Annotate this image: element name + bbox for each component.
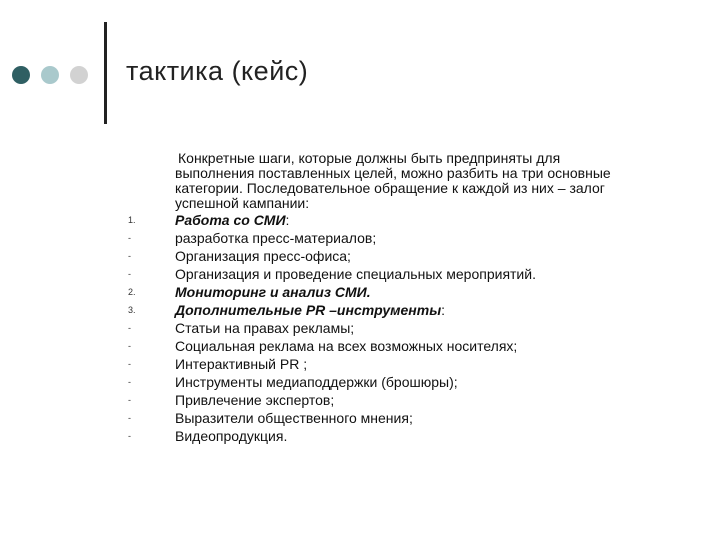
- list-item-text: [175, 301, 445, 319]
- tactics-list: [0, 211, 720, 445]
- list-item: [0, 265, 720, 283]
- list-item-text: Статьи на правах рекламы;: [175, 320, 355, 336]
- intro-line-rest: выполнения поставленных целей, можно разбить на три основные категории. Последовательное обращение к каждой из них – залог успешной кампании:: [175, 165, 611, 211]
- title-divider: [104, 22, 107, 124]
- list-item-text: Привлечение экспертов;: [175, 392, 335, 408]
- list-item: [0, 427, 720, 445]
- gray-dot-icon: [70, 66, 88, 84]
- list-item-text: Выразители общественного мнения;: [175, 410, 413, 426]
- list-marker: -: [128, 377, 131, 387]
- list-item-tail: :: [285, 212, 290, 228]
- list-item-text: Мониторинг и анализ СМИ.: [175, 284, 371, 300]
- list-item-heading: Работа со СМИ: [175, 212, 286, 228]
- list-item-heading: Дополнительные PR –инструменты: [175, 302, 442, 318]
- list-item-text: Интерактивный PR ;: [175, 356, 308, 372]
- intro-paragraph: [175, 151, 655, 211]
- list-item-text: Организация и проведение специальных мероприятий.: [175, 266, 536, 282]
- list-item: [0, 409, 720, 427]
- list-item: [0, 319, 720, 337]
- intro-line-1: Конкретные шаги, которые должны быть предприняты для: [178, 150, 561, 166]
- list-item-text: Организация пресс-офиса;: [175, 248, 351, 264]
- list-marker: -: [128, 395, 131, 405]
- list-marker: 1.: [128, 215, 136, 225]
- list-item-text: [175, 211, 289, 229]
- list-item: [0, 247, 720, 265]
- list-item-text: разработка пресс-материалов;: [175, 230, 377, 246]
- list-marker: -: [128, 359, 131, 369]
- list-item-tail: :: [441, 302, 446, 318]
- list-item: [0, 229, 720, 247]
- light-teal-dot-icon: [41, 66, 59, 84]
- list-item: [0, 301, 720, 319]
- list-marker: -: [128, 323, 131, 333]
- list-marker: -: [128, 413, 131, 423]
- list-item: [0, 337, 720, 355]
- list-marker: -: [128, 233, 131, 243]
- list-marker: -: [128, 269, 131, 279]
- list-item-text: Видеопродукция.: [175, 428, 288, 444]
- list-item-text: Инструменты медиаподдержки (брошюры);: [175, 374, 458, 390]
- list-item: [0, 391, 720, 409]
- slide-title: тактика (кейс): [126, 56, 309, 86]
- list-item-text: Социальная реклама на всех возможных носителях;: [175, 338, 518, 354]
- decorative-dots: [12, 66, 92, 86]
- list-item: [0, 355, 720, 373]
- list-marker: -: [128, 251, 131, 261]
- list-item: [0, 283, 720, 301]
- list-item: [0, 373, 720, 391]
- list-marker: -: [128, 431, 131, 441]
- list-item: [0, 211, 720, 229]
- list-marker: 3.: [128, 305, 136, 315]
- list-marker: 2.: [128, 287, 136, 297]
- list-marker: -: [128, 341, 131, 351]
- dark-teal-dot-icon: [12, 66, 30, 84]
